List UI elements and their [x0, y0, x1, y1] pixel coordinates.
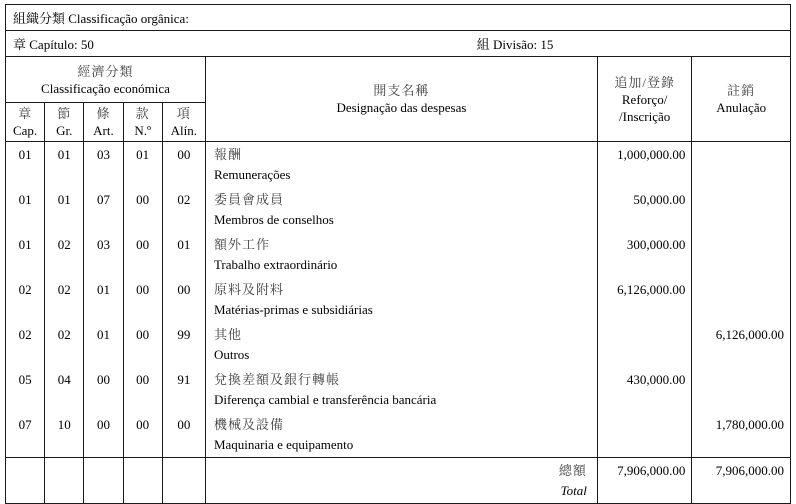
code-header-n-pt: N.º	[134, 123, 151, 138]
econ-class-header	[6, 57, 206, 103]
reinforcement-header-zh: 追加/登錄	[614, 74, 675, 90]
designation-header-zh: 開支名稱	[373, 83, 430, 98]
code-alin: 00	[162, 142, 205, 188]
code-alin: 02	[162, 187, 205, 232]
designation-zh: 兌換差額及銀行轉帳	[213, 372, 340, 387]
designation-cell	[205, 322, 597, 367]
chapter-label: 章 Capítulo:	[13, 37, 78, 52]
designation-pt: Membros de conselhos	[213, 212, 334, 227]
designation-cell	[205, 412, 597, 458]
designation-zh: 機械及設備	[213, 417, 284, 432]
code-gr: 02	[45, 232, 84, 277]
designation-cell	[205, 367, 597, 412]
code-n: 00	[123, 322, 162, 367]
code-cap: 02	[6, 277, 45, 322]
code-art: 03	[84, 232, 123, 277]
total-row	[6, 458, 791, 504]
org-classification-row	[6, 5, 791, 31]
table-row	[6, 232, 791, 277]
designation-cell	[205, 277, 597, 322]
code-empty	[84, 458, 123, 504]
code-n: 00	[123, 412, 162, 458]
code-cap: 02	[6, 322, 45, 367]
table-row	[6, 322, 791, 367]
reinforcement-amount: 50,000.00	[597, 187, 691, 232]
code-n: 00	[123, 367, 162, 412]
code-alin: 00	[162, 412, 205, 458]
cancellation-header-pt: Anulação	[716, 100, 767, 115]
code-header-cap-zh: 章	[18, 106, 33, 121]
reinforcement-amount	[597, 412, 691, 458]
code-cap: 01	[6, 232, 45, 277]
designation-pt: Outros	[213, 347, 250, 362]
chapter-division-cell	[6, 31, 791, 57]
designation-pt: Trabalho extraordinário	[213, 257, 338, 272]
code-gr: 02	[45, 322, 84, 367]
code-header-n	[123, 103, 162, 142]
cancellation-header-zh: 註銷	[727, 83, 756, 98]
table-row	[6, 277, 791, 322]
cancellation-header	[692, 57, 791, 142]
code-gr: 01	[45, 187, 84, 232]
cancellation-amount	[692, 232, 791, 277]
code-n: 00	[123, 277, 162, 322]
code-header-gr-zh: 節	[57, 106, 72, 121]
code-header-art-zh: 條	[96, 106, 111, 121]
code-alin: 00	[162, 277, 205, 322]
code-alin: 91	[162, 367, 205, 412]
designation-zh: 報酬	[213, 147, 242, 162]
cancellation-amount	[692, 142, 791, 188]
total-label-cell	[205, 458, 597, 504]
designation-header	[205, 57, 597, 142]
code-cap: 01	[6, 142, 45, 188]
designation-header-pt: Designação das despesas	[336, 100, 467, 115]
division-field	[477, 37, 554, 52]
reinforcement-header-pt1: Reforço/	[621, 91, 668, 107]
division-value: 15	[540, 37, 554, 52]
total-label-zh: 總額	[558, 463, 587, 478]
designation-pt: Diferença cambial e transferência bancária	[213, 392, 437, 407]
econ-class-pt: Classificação económica	[41, 80, 170, 96]
code-empty	[123, 458, 162, 504]
code-header-cap	[6, 103, 45, 142]
code-header-alin-zh: 項	[176, 106, 191, 121]
code-header-gr	[45, 103, 84, 142]
table-row	[6, 142, 791, 188]
code-cap: 05	[6, 367, 45, 412]
code-empty	[45, 458, 84, 504]
table-row	[6, 412, 791, 458]
designation-cell	[205, 232, 597, 277]
cancellation-amount	[692, 187, 791, 232]
designation-pt: Maquinaria e equipamento	[213, 437, 354, 452]
code-n: 00	[123, 187, 162, 232]
code-header-alin-pt: Alín.	[170, 123, 198, 138]
code-header-alin	[162, 103, 205, 142]
designation-pt: Remunerações	[213, 167, 291, 182]
code-empty	[162, 458, 205, 504]
reinforcement-amount: 300,000.00	[597, 232, 691, 277]
division-label: 組 Divisão:	[476, 37, 538, 52]
total-cancellation-amount: 7,906,000.00	[692, 458, 791, 504]
cancellation-amount	[692, 367, 791, 412]
designation-cell	[205, 142, 597, 188]
designation-zh: 額外工作	[213, 237, 270, 252]
code-art: 01	[84, 277, 123, 322]
code-empty	[6, 458, 45, 504]
code-n: 01	[123, 142, 162, 188]
code-header-art-pt: Art.	[93, 123, 114, 138]
code-art: 01	[84, 322, 123, 367]
designation-pt: Matérias-primas e subsidiárias	[213, 302, 373, 317]
total-label-pt: Total	[560, 483, 587, 498]
total-reinforcement-amount: 7,906,000.00	[597, 458, 691, 504]
header-row-1	[6, 57, 791, 103]
code-gr: 04	[45, 367, 84, 412]
reinforcement-header-pt2: /Inscrição	[619, 108, 671, 124]
budget-table	[5, 4, 791, 504]
designation-zh: 委員會成員	[213, 192, 284, 207]
code-header-cap-pt: Cap.	[12, 123, 38, 138]
reinforcement-amount	[597, 322, 691, 367]
chapter-field	[13, 34, 477, 53]
reinforcement-header	[597, 57, 691, 142]
org-classification-label: 組織分類 Classificação orgânica:	[6, 5, 791, 31]
code-header-art	[84, 103, 123, 142]
code-art: 00	[84, 412, 123, 458]
designation-cell	[205, 187, 597, 232]
code-n: 00	[123, 232, 162, 277]
chapter-division-row	[6, 31, 791, 57]
chapter-value: 50	[80, 37, 94, 52]
code-art: 03	[84, 142, 123, 188]
reinforcement-amount: 6,126,000.00	[597, 277, 691, 322]
code-gr: 02	[45, 277, 84, 322]
designation-zh: 其他	[213, 327, 242, 342]
reinforcement-amount: 1,000,000.00	[597, 142, 691, 188]
code-alin: 99	[162, 322, 205, 367]
code-gr: 10	[45, 412, 84, 458]
code-gr: 01	[45, 142, 84, 188]
code-art: 00	[84, 367, 123, 412]
econ-class-zh: 經濟分類	[77, 63, 134, 79]
code-header-n-zh: 款	[135, 106, 150, 121]
code-alin: 01	[162, 232, 205, 277]
cancellation-amount	[692, 277, 791, 322]
cancellation-amount: 1,780,000.00	[715, 417, 784, 432]
code-cap: 01	[6, 187, 45, 232]
cancellation-amount: 6,126,000.00	[715, 327, 784, 342]
designation-zh: 原料及附料	[213, 282, 284, 297]
code-header-gr-pt: Gr.	[56, 123, 73, 138]
code-art: 07	[84, 187, 123, 232]
table-row	[6, 187, 791, 232]
code-cap: 07	[6, 412, 45, 458]
reinforcement-amount: 430,000.00	[597, 367, 691, 412]
table-row	[6, 367, 791, 412]
